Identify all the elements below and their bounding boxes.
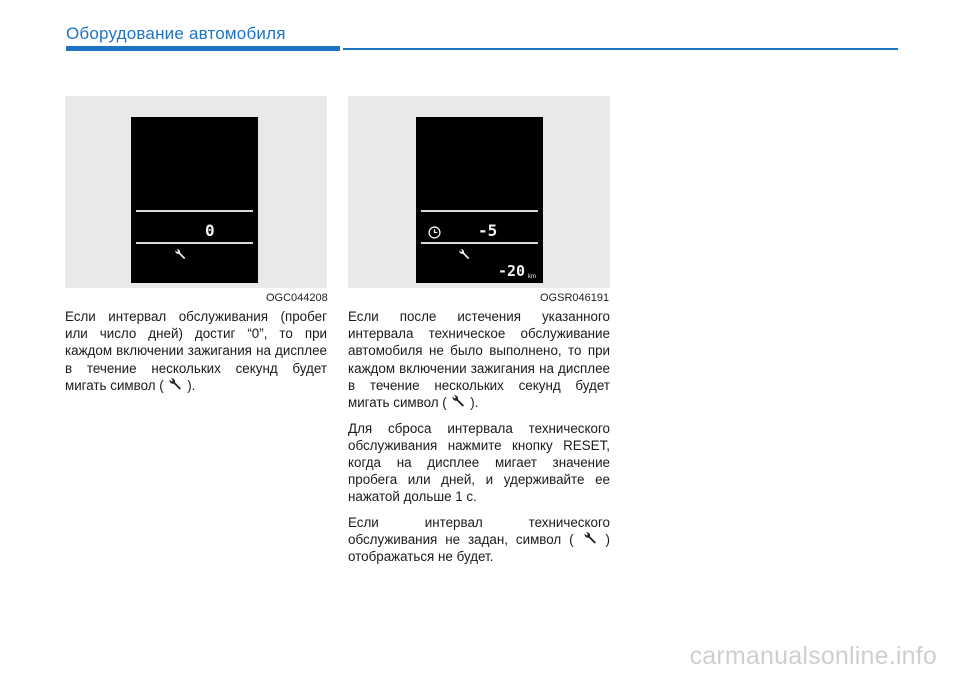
figure-caption: OGC044208: [266, 292, 328, 304]
paragraph: Для сброса интервала технического обслуживания нажмите кнопку RESET, когда на дисплее мигает значение пробега или дней, и удерживайте ее нажатой дольше 1 с.: [348, 420, 610, 505]
wrench-icon: [582, 531, 598, 547]
wrench-icon: [173, 248, 187, 262]
figure-service-overdue: [348, 96, 610, 288]
display-divider: [421, 210, 538, 212]
wrench-icon: [167, 377, 183, 393]
paragraph: [348, 308, 610, 411]
paragraph: [65, 308, 327, 394]
clock-icon: [428, 226, 441, 239]
figure-caption: OGSR046191: [540, 292, 610, 304]
watermark: carmanualsonline.info: [689, 642, 937, 670]
text-span: ) отображаться не будет.: [348, 532, 610, 565]
service-distance-value: -20: [498, 262, 526, 280]
display-divider: [136, 242, 253, 244]
text-span: Если интервал обслуживания (пробег или число дней) достиг “0”, то при каждом включении зажигания на дисплее в течение нескольких секунд будет мигать символ (: [65, 309, 327, 393]
service-distance-value: 0: [205, 221, 215, 240]
distance-unit: km: [528, 274, 536, 280]
service-days-value: -5: [478, 221, 498, 240]
cluster-display: [131, 117, 258, 283]
display-divider: [421, 242, 538, 244]
page-title: Оборудование автомобиля: [66, 24, 286, 43]
paragraph: [348, 514, 610, 566]
text-span: ).: [187, 377, 196, 393]
figure-service-zero: [65, 96, 327, 288]
text-span: Если после истечения указанного интервала техническое обслуживание автомобиля не было выполнено, то при каждом включении зажигания на дисплее в течение нескольких секунд будет мигать символ (: [348, 309, 610, 411]
text-span: ).: [470, 395, 479, 411]
wrench-icon: [450, 394, 466, 410]
text-span: Если интервал технического обслуживания не задан, символ (: [348, 515, 610, 548]
cluster-display: [416, 117, 543, 283]
right-column: [348, 308, 610, 574]
left-column: [65, 308, 327, 402]
header-bar: [66, 46, 340, 51]
header-rule: [343, 48, 898, 50]
display-divider: [136, 210, 253, 212]
wrench-icon: [457, 248, 471, 262]
